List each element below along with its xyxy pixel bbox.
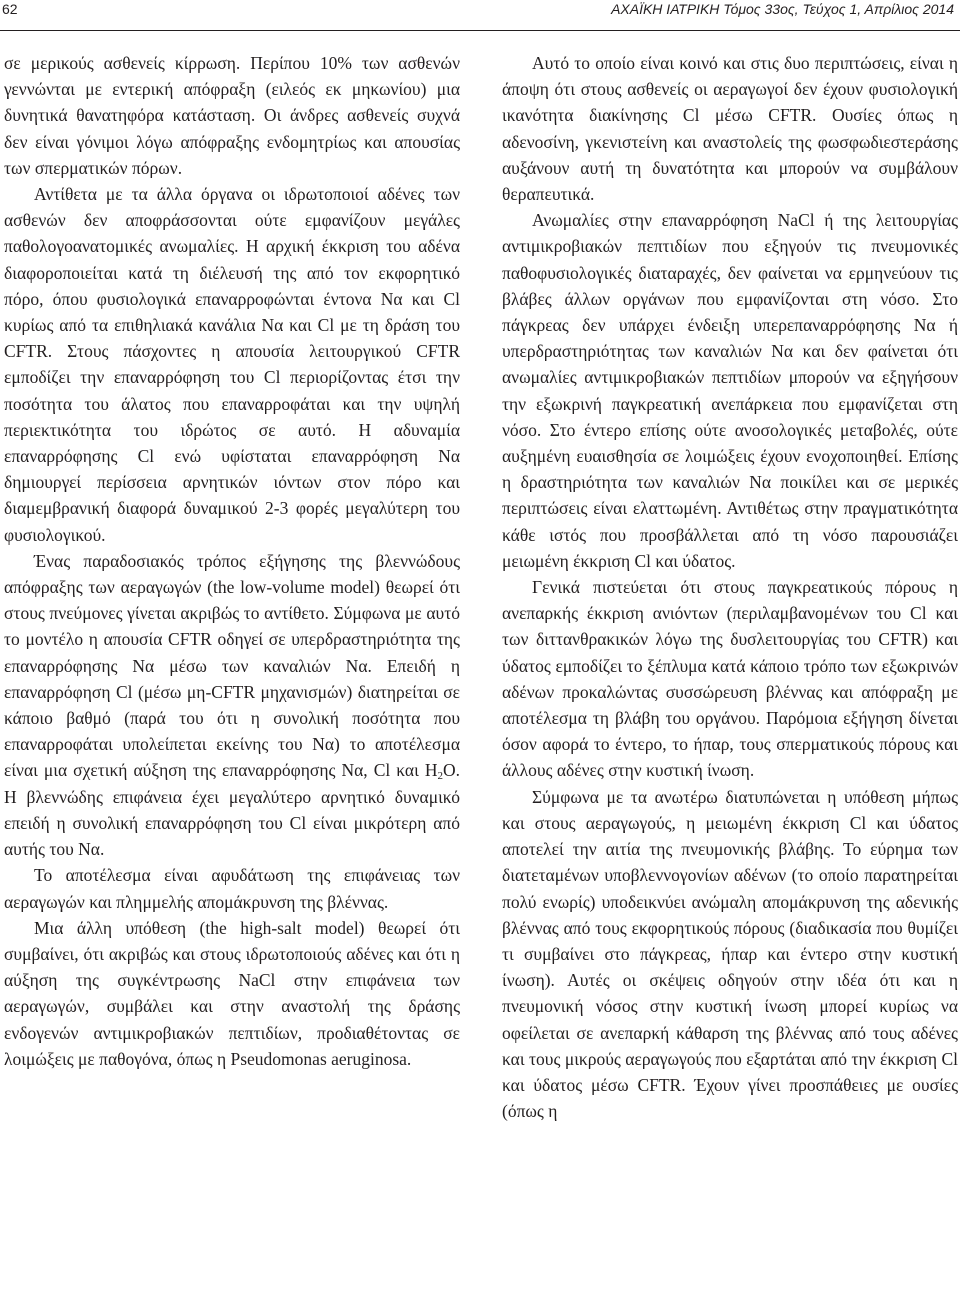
paragraph: Το αποτέλεσμα είναι αφυδάτωση της επιφάνειας των αεραγωγών και πλημμελής απομάκρυνση της βλέννας.: [4, 865, 460, 912]
paragraph: [4, 548, 460, 862]
paragraph: σε μερικούς ασθενείς κίρρωση. Περίπου 10% των ασθενών γεννώνται με εντερική απόφραξη (ειλεός εκ μηκωνίου) μια δυνητικά θανατηφόρα κατάσταση. Οι άνδρες ασθενείς συχνά δεν είναι γόνιμοι λόγω απόφραξης ενδομητρίως και απουσίας των σπερματικών πόρων.: [4, 53, 460, 178]
paragraph: Μια άλλη υπόθεση (the high-salt model) θεωρεί ότι συμβαίνει, ότι ακριβώς και στους ιδρωτοποιούς αδένες και ότι η αύξηση της συγκέντρωσης NaCl στην επιφάνεια των αεραγωγών, συμβάλει και στην αναστολή της δράσης ενδογενών αντιμικροβιακών πεπτιδίων, προδιαθέτοντας σε λοιμώξεις με παθογόνα, όπως η Pseudomonas aeruginosa.: [4, 917, 460, 1069]
paragraph: Αυτό το οποίο είναι κοινό και στις δυο περιπτώσεις, είναι η άποψη ότι στους ασθενείς οι αεραγωγοί δεν έχουν φυσιολογική ικανότητα διακίνησης Cl μέσω CFTR. Ουσίες όπως η αδενοσίνη, γκενιστείνη και αναστολείς της φωσφωδιεστεράσης αυξάνουν αυτή τη δυνατότητα και μπορούν να συμβάλουν θεραπευτικά.: [502, 53, 958, 205]
subscript: 2: [437, 770, 443, 783]
page-header: [0, 0, 960, 31]
paragraph: Γενικά πιστεύεται ότι στους παγκρεατικούς πόρους η ανεπαρκής έκκριση ανιόντων (περιλαμβανομένων του Cl και των διττανθρακικών λόγω της δυσλειτουργίας του CFTR) και ύδατος εμποδίζει το ξέπλυμα κατά κάποιο τρόπο των εξωκρινών αδένων προκαλώντας συσσώρευση βλέννας και απόφραξη με αποτέλεσμα τη βλάβη του οργάνου. Παρόμοια εξήγηση δίνεται όσον αφορά το έντερο, το ήπαρ, τους σπερματικούς πόρους και άλλους αδένες στην κυστική ίνωση.: [502, 577, 958, 781]
paragraph: Ανωμαλίες στην επαναρρόφηση NaCl ή της λειτουργίας αντιμικροβιακών πεπτιδίων που εξηγούν τις πνευμονικές παθοφυσιολογικές διαταραχές, δεν φαίνεται να ερμηνεύουν τις βλάβες άλλων οργάνων που εμφανίζονται στη νόσο. Στο πάγκρεας δεν υπάρχει ένδειξη υπερεπαναρρόφησης Να ή υπερδραστηριότητας των καναλιών Να και δεν φαίνεται ότι ανωμαλίες αντιμικροβιακών πεπτιδίων μπορούν να εξηγήσουν την εξωκρινή παγκρεατική ανεπάρκεια που εμφανίζεται στη νόσο. Στο έντερο επίσης ούτε ανοσολογικές μεταβολές, ούτε αυξημένη ευαισθησία σε λοιμώξεις έχουν ενοχοποιηθεί. Επίσης η δραστηριότητα των καναλιών Να ποικίλει και σε μερικές περιπτώσεις είναι ελαττωμένη. Αντιθέτως στην πραγματικότητα κάθε ιστός που προσβάλλεται από τη νόσο παρουσιάζει μειωμένη έκκριση Cl και ύδατος.: [502, 210, 958, 571]
paragraph-text: O. Η βλεννώδης επιφάνεια έχει μεγαλύτερο αρνητικό δυναμικό επειδή η συνολική επαναρρόφηση του Cl είναι μικρότερη από αυτής του Να.: [4, 760, 460, 860]
journal-running-head: ΑΧΑΪΚΗ ΙΑΤΡΙΚΗ Τόμος 33ος, Τεύχος 1, Απρίλιος 2014: [611, 1, 954, 17]
right-column: [502, 50, 958, 1124]
page-number: 62: [2, 1, 18, 17]
left-column: [4, 50, 460, 1072]
paragraph: Αντίθετα με τα άλλα όργανα οι ιδρωτοποιοί αδένες των ασθενών δεν αποφράσσονται ούτε εμφανίζουν μεγάλες παθολογοανατομικές ανωμαλίες. Η αρχική έκκριση του αδένα διαφοροποιείται κατά τη διέλευσή της από τον εκφορητικό πόρο, όπου φυσιολογικά επαναρροφώνται έντονα Να και Cl κυρίως από τα επιθηλιακά κανάλια Να και Cl με τη δράση του CFTR. Στους πάσχοντες η απουσία λειτουργικού CFTR εμποδίζει την επαναρρόφηση του Cl περιορίζοντας έτσι την ποσότητα του άλατος που επαναρροφάται και την υψηλή περιεκτικότητα του ιδρώτος σε αυτό. Η αδυναμία επαναρρόφησης Cl ενώ υφίσταται επαναρρόφηση Να δημιουργεί περίσσεια αρνητικών ιόντων στον πόρο και διαμεμβρανική διαφορά δυναμικού 2-3 φορές μεγαλύτερη του φυσιολογικού.: [4, 184, 460, 545]
paragraph-text: Ένας παραδοσιακός τρόπος εξήγησης της βλεννώδους απόφραξης των αεραγωγών (the low-volume model) θεωρεί ότι στους πνεύμονες γίνεται ακριβώς το αντίθετο. Σύμφωνα με αυτό το μοντέλο η απουσία CFTR οδηγεί σε υπερδραστηριότητα της επαναρρόφησης Να μέσω των καναλιών Να. Επειδή η επαναρρόφηση Cl (μέσω μη-CFTR μηχανισμών) διατηρείται σε κάποιο βαθμό (παρά του ότι η συνολική ποσότητα που επαναρροφάται υπολείπεται εκείνης του Να) το αποτέλεσμα είναι μια σχετική αύξηση της επαναρρόφησης Να, Cl και H: [4, 550, 460, 781]
paragraph: Σύμφωνα με τα ανωτέρω διατυπώνεται η υπόθεση μήπως και στους αεραγωγούς, η μειωμένη έκκριση Cl και ύδατος αποτελεί την αιτία της πνευμονικής βλάβης. Το εύρημα των διατεταμένων υποβλεννογονίων αδένων (το οποίο παρατηρείται πολύ ενωρίς) υποδεικνύει ανώμαλη απομάκρυνση της αδενικής βλέννας από τους εκφορητικούς πόρους (διαδικασία που θυμίζει τι συμβαίνει στο πάγκρεας, ήπαρ και έντερο στην κυστική ίνωση). Αυτές οι σκέψεις οδηγούν στην ιδέα ότι και η πνευμονική νόσος στην κυστική ίνωση μπορεί κυρίως να οφείλεται σε ανεπαρκή κάθαρση της βλέννας από τους αδένες και τους μικρούς αεραγωγούς που εξαρτάται από την έκκριση Cl και ύδατος μέσω CFTR. Έχουν γίνει προσπάθειες με ουσίες (όπως η: [502, 786, 958, 1122]
